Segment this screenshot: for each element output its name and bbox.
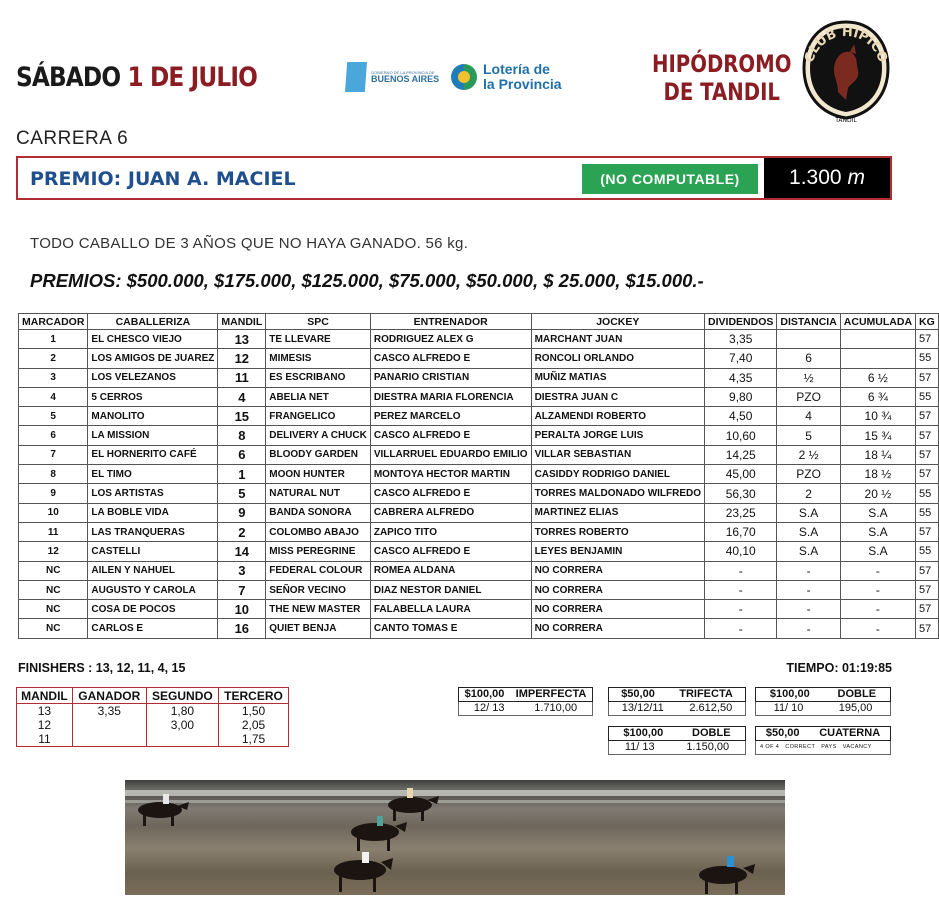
- cell-caballeriza: LAS TRANQUERAS: [88, 522, 218, 541]
- cell-kg: 57: [916, 619, 939, 638]
- cell-mandil: 6: [218, 445, 266, 464]
- payout-mandil: 12: [17, 718, 73, 732]
- venue-line1: HIPÓDROMO: [652, 50, 792, 78]
- table-row: [19, 580, 939, 599]
- cell-distancia: ½: [777, 368, 840, 387]
- bet-stake: $50,00: [621, 688, 655, 700]
- cell-jockey: MUÑIZ MATIAS: [531, 368, 704, 387]
- table-header-row: [19, 314, 939, 330]
- cell-caballeriza: LOS AMIGOS DE JUAREZ: [88, 349, 218, 368]
- cell-jockey: NO CORRERA: [531, 561, 704, 580]
- cell-spc: FRANGELICO: [266, 407, 371, 426]
- cell-kg: 57: [916, 522, 939, 541]
- cell-mandil: 4: [218, 387, 266, 406]
- bet-stake: $100,00: [769, 688, 810, 700]
- payout-mandil: 11: [17, 732, 73, 747]
- results-table-body: [19, 330, 939, 639]
- cell-marcador: 2: [19, 349, 88, 368]
- th-segundo: SEGUNDO: [146, 688, 218, 704]
- distance-value: 1.300: [789, 166, 842, 189]
- bet-stake: $50,00: [765, 727, 800, 739]
- cell-acumulada: -: [840, 619, 915, 638]
- cell-dividendos: 23,25: [705, 503, 777, 522]
- cell-dividendos: 3,35: [705, 330, 777, 349]
- cell-marcador: 5: [19, 407, 88, 426]
- th-kg: KG: [916, 314, 939, 330]
- province-map-icon: [345, 62, 367, 92]
- cell-marcador: 12: [19, 542, 88, 561]
- distance-unit: m: [847, 166, 865, 189]
- race-day: SÁBADO: [16, 62, 121, 93]
- cell-acumulada: 6 ¾: [840, 387, 915, 406]
- table-row: [19, 522, 939, 541]
- cell-entrenador: VILLARRUEL EDUARDO EMILIO: [370, 445, 531, 464]
- th-distancia: DISTANCIA: [777, 314, 840, 330]
- th-jockey: JOCKEY: [531, 314, 704, 330]
- cell-distancia: 2 ½: [777, 445, 840, 464]
- bet-name: CUATERNA: [819, 727, 881, 739]
- photo-finish-image: [125, 780, 785, 895]
- th-caballeriza: CABALLERIZA: [88, 314, 218, 330]
- payout-ganador: [72, 732, 146, 747]
- payout-row: [17, 732, 289, 747]
- cell-distancia: 5: [777, 426, 840, 445]
- cell-mandil: 14: [218, 542, 266, 561]
- payout-tercero: 1,75: [219, 732, 289, 747]
- bet-doble-2: [608, 726, 746, 755]
- table-row: [19, 368, 939, 387]
- table-row: [19, 407, 939, 426]
- cell-jockey: VILLAR SEBASTIAN: [531, 445, 704, 464]
- cell-marcador: 9: [19, 484, 88, 503]
- payout-tercero: 2,05: [219, 718, 289, 732]
- payout-ganador: [72, 718, 146, 732]
- cell-jockey: DIESTRA JUAN C: [531, 387, 704, 406]
- results-table: [18, 313, 939, 639]
- cell-entrenador: MONTOYA HECTOR MARTIN: [370, 465, 531, 484]
- cell-jockey: LEYES BENJAMIN: [531, 542, 704, 561]
- no-computable-badge: (NO COMPUTABLE): [582, 164, 758, 194]
- table-row: [19, 484, 939, 503]
- bet-stake: $100,00: [464, 688, 505, 700]
- race-date: [16, 62, 257, 93]
- cell-dividendos: -: [705, 619, 777, 638]
- cell-marcador: 4: [19, 387, 88, 406]
- cell-spc: BLOODY GARDEN: [266, 445, 371, 464]
- cell-mandil: 7: [218, 580, 266, 599]
- cell-caballeriza: LOS VELEZANOS: [88, 368, 218, 387]
- table-row: [19, 445, 939, 464]
- cell-dividendos: 16,70: [705, 522, 777, 541]
- cell-mandil: 16: [218, 619, 266, 638]
- cell-kg: 55: [916, 349, 939, 368]
- cell-entrenador: CASCO ALFREDO E: [370, 484, 531, 503]
- cell-spc: MISS PEREGRINE: [266, 542, 371, 561]
- cell-dividendos: 9,80: [705, 387, 777, 406]
- cell-entrenador: FALABELLA LAURA: [370, 600, 531, 619]
- cell-kg: 57: [916, 445, 939, 464]
- venue-line2: DE TANDIL: [663, 78, 780, 106]
- cell-marcador: 1: [19, 330, 88, 349]
- venue-title: [652, 50, 791, 106]
- cell-spc: DELIVERY A CHUCK: [266, 426, 371, 445]
- cell-marcador: 3: [19, 368, 88, 387]
- table-row: [19, 561, 939, 580]
- cell-dividendos: 4,50: [705, 407, 777, 426]
- cell-jockey: NO CORRERA: [531, 580, 704, 599]
- cell-marcador: 11: [19, 522, 88, 541]
- cell-kg: 57: [916, 330, 939, 349]
- cell-mandil: 1: [218, 465, 266, 484]
- cell-marcador: 6: [19, 426, 88, 445]
- cell-entrenador: CANTO TOMAS E: [370, 619, 531, 638]
- cell-jockey: CASIDDY RODRIGO DANIEL: [531, 465, 704, 484]
- cell-entrenador: CABRERA ALFREDO: [370, 503, 531, 522]
- cell-dividendos: -: [705, 580, 777, 599]
- bet-combo: 12/ 13: [473, 702, 505, 714]
- cell-kg: 57: [916, 600, 939, 619]
- cell-dividendos: -: [705, 561, 777, 580]
- cell-distancia: S.A: [777, 542, 840, 561]
- gov-logo-small: GOBIERNO DE LA PROVINCIA DE: [371, 69, 435, 75]
- cell-caballeriza: LOS ARTISTAS: [88, 484, 218, 503]
- cell-mandil: 10: [218, 600, 266, 619]
- badge-bottom-text: TANDIL: [835, 117, 857, 124]
- cuaterna-note-4: VACANCY: [842, 744, 872, 750]
- th-entrenador: ENTRENADOR: [370, 314, 531, 330]
- race-conditions: TODO CABALLO DE 3 AÑOS QUE NO HAYA GANADO. 56 kg.: [30, 235, 469, 252]
- payout-segundo: 3,00: [146, 718, 218, 732]
- table-row: [19, 465, 939, 484]
- premios-line: PREMIOS: $500.000, $175.000, $125.000, $75.000, $50.000, $ 25.000, $15.000.-: [30, 270, 704, 291]
- cell-acumulada: 10 ¾: [840, 407, 915, 426]
- cell-marcador: 10: [19, 503, 88, 522]
- cell-dividendos: 7,40: [705, 349, 777, 368]
- cell-jockey: ALZAMENDI ROBERTO: [531, 407, 704, 426]
- cell-kg: 55: [916, 503, 939, 522]
- cell-acumulada: 15 ¾: [840, 426, 915, 445]
- cell-dividendos: 14,25: [705, 445, 777, 464]
- cuaterna-note-3: PAYS: [821, 744, 837, 750]
- table-row: [19, 349, 939, 368]
- payout-header-row: [17, 688, 289, 704]
- cell-kg: 57: [916, 407, 939, 426]
- cell-caballeriza: LA BOBLE VIDA: [88, 503, 218, 522]
- th-spc: SPC: [266, 314, 371, 330]
- cell-mandil: 12: [218, 349, 266, 368]
- cell-caballeriza: EL TIMO: [88, 465, 218, 484]
- cell-spc: BANDA SONORA: [266, 503, 371, 522]
- cell-entrenador: CASCO ALFREDO E: [370, 426, 531, 445]
- bet-combo: 11/ 10: [773, 702, 804, 714]
- premio-name: PREMIO: JUAN A. MACIEL: [30, 168, 296, 190]
- bet-payout: 195,00: [838, 702, 873, 714]
- bet-cuaterna: [755, 726, 891, 755]
- cell-distancia: 6: [777, 349, 840, 368]
- cell-caballeriza: LA MISSION: [88, 426, 218, 445]
- cell-caballeriza: CARLOS E: [88, 619, 218, 638]
- loteria-emblem-icon: [451, 64, 477, 90]
- payout-segundo: [146, 732, 218, 747]
- th-acumulada: ACUMULADA: [840, 314, 915, 330]
- cuaterna-note-2: CORRECT: [785, 744, 816, 750]
- cell-distancia: 2: [777, 484, 840, 503]
- cell-mandil: 15: [218, 407, 266, 426]
- distance-box: [764, 158, 890, 198]
- payout-table-body: [17, 704, 289, 747]
- cell-acumulada: -: [840, 580, 915, 599]
- th-marcador: MARCADOR: [19, 314, 88, 330]
- payout-row: [17, 718, 289, 732]
- cell-spc: MOON HUNTER: [266, 465, 371, 484]
- cell-mandil: 9: [218, 503, 266, 522]
- cell-kg: 57: [916, 580, 939, 599]
- bet-doble-1: [755, 687, 891, 716]
- bet-imperfecta: [458, 687, 593, 716]
- cell-caballeriza: CASTELLI: [88, 542, 218, 561]
- cell-mandil: 3: [218, 561, 266, 580]
- payout-row: [17, 704, 289, 719]
- loteria-logo: [451, 62, 562, 91]
- bet-name: DOBLE: [692, 727, 731, 739]
- premio-bar: [16, 156, 892, 200]
- table-row: [19, 387, 939, 406]
- cell-marcador: 7: [19, 445, 88, 464]
- cell-caballeriza: COSA DE POCOS: [88, 600, 218, 619]
- cell-jockey: MARCHANT JUAN: [531, 330, 704, 349]
- cell-distancia: S.A: [777, 522, 840, 541]
- cell-dividendos: 56,30: [705, 484, 777, 503]
- cell-caballeriza: 5 CERROS: [88, 387, 218, 406]
- cell-kg: 57: [916, 426, 939, 445]
- cell-entrenador: PANARIO CRISTIAN: [370, 368, 531, 387]
- payout-table: [16, 687, 289, 747]
- table-row: [19, 330, 939, 349]
- finishers-line: FINISHERS : 13, 12, 11, 4, 15: [18, 661, 186, 675]
- race-time: TIEMPO: 01:19:85: [786, 661, 892, 675]
- cell-acumulada: -: [840, 561, 915, 580]
- cell-distancia: -: [777, 619, 840, 638]
- cell-acumulada: [840, 349, 915, 368]
- cell-distancia: PZO: [777, 387, 840, 406]
- cell-kg: 55: [916, 484, 939, 503]
- cell-caballeriza: AILEN Y NAHUEL: [88, 561, 218, 580]
- th-mandil: MANDIL: [218, 314, 266, 330]
- cell-caballeriza: AUGUSTO Y CAROLA: [88, 580, 218, 599]
- photo-finish-horses-icon: [125, 780, 785, 895]
- cell-jockey: MARTINEZ ELIAS: [531, 503, 704, 522]
- buenos-aires-logo: [345, 62, 439, 92]
- cell-acumulada: [840, 330, 915, 349]
- table-row: [19, 619, 939, 638]
- bet-payout: 1.150,00: [686, 741, 730, 753]
- table-row: [19, 426, 939, 445]
- cell-entrenador: PEREZ MARCELO: [370, 407, 531, 426]
- cell-acumulada: 6 ½: [840, 368, 915, 387]
- cell-kg: 57: [916, 561, 939, 580]
- bet-stake: $100,00: [623, 727, 664, 739]
- cell-distancia: [777, 330, 840, 349]
- loteria-line1: Lotería de: [483, 61, 550, 77]
- cell-spc: NATURAL NUT: [266, 484, 371, 503]
- cell-kg: 55: [916, 542, 939, 561]
- bet-name: IMPERFECTA: [515, 688, 587, 700]
- cell-spc: ES ESCRIBANO: [266, 368, 371, 387]
- table-row: [19, 503, 939, 522]
- cell-marcador: NC: [19, 619, 88, 638]
- cell-dividendos: 40,10: [705, 542, 777, 561]
- cell-mandil: 2: [218, 522, 266, 541]
- race-date-text: 1 DE JULIO: [127, 62, 257, 93]
- gov-logo-big: BUENOS AIRES: [371, 73, 440, 84]
- bet-payout: 1.710,00: [534, 702, 578, 714]
- cell-entrenador: DIESTRA MARIA FLORENCIA: [370, 387, 531, 406]
- cell-acumulada: 18 ½: [840, 465, 915, 484]
- payout-tercero: 1,50: [219, 704, 289, 719]
- cell-entrenador: ROMEA ALDANA: [370, 561, 531, 580]
- cell-entrenador: CASCO ALFREDO E: [370, 542, 531, 561]
- cell-spc: FEDERAL COLOUR: [266, 561, 371, 580]
- badge-top-text: CLUB HIPICO: [801, 24, 891, 65]
- cell-spc: COLOMBO ABAJO: [266, 522, 371, 541]
- cell-entrenador: DIAZ NESTOR DANIEL: [370, 580, 531, 599]
- cell-acumulada: S.A: [840, 542, 915, 561]
- cell-acumulada: S.A: [840, 503, 915, 522]
- cell-mandil: 13: [218, 330, 266, 349]
- cell-jockey: NO CORRERA: [531, 619, 704, 638]
- cell-distancia: -: [777, 600, 840, 619]
- cell-mandil: 5: [218, 484, 266, 503]
- cell-jockey: PERALTA JORGE LUIS: [531, 426, 704, 445]
- cell-caballeriza: EL CHESCO VIEJO: [88, 330, 218, 349]
- cell-acumulada: 18 ¼: [840, 445, 915, 464]
- carrera-label: CARRERA 6: [16, 128, 129, 149]
- cell-caballeriza: EL HORNERITO CAFÉ: [88, 445, 218, 464]
- cell-dividendos: -: [705, 600, 777, 619]
- cell-jockey: TORRES MALDONADO WILFREDO: [531, 484, 704, 503]
- bet-combo: 11/ 13: [624, 741, 655, 753]
- table-row: [19, 542, 939, 561]
- cell-jockey: TORRES ROBERTO: [531, 522, 704, 541]
- bet-combo: 13/12/11: [621, 702, 664, 714]
- cell-jockey: NO CORRERA: [531, 600, 704, 619]
- cell-kg: 57: [916, 465, 939, 484]
- cell-spc: THE NEW MASTER: [266, 600, 371, 619]
- club-hipico-badge-icon: [798, 18, 894, 126]
- payout-mandil: 13: [17, 704, 73, 719]
- cell-distancia: 4: [777, 407, 840, 426]
- bet-payout: 2.612,50: [689, 702, 733, 714]
- cell-spc: ABELIA NET: [266, 387, 371, 406]
- cuaterna-note-1: 4 OF 4: [760, 744, 780, 750]
- cell-acumulada: 20 ½: [840, 484, 915, 503]
- th-pay-mandil: MANDIL: [17, 688, 73, 704]
- cell-dividendos: 10,60: [705, 426, 777, 445]
- cell-spc: TE LLEVARE: [266, 330, 371, 349]
- cell-spc: SEÑOR VECINO: [266, 580, 371, 599]
- cell-acumulada: S.A: [840, 522, 915, 541]
- cell-entrenador: RODRIGUEZ ALEX G: [370, 330, 531, 349]
- payout-ganador: 3,35: [72, 704, 146, 719]
- cell-entrenador: CASCO ALFREDO E: [370, 349, 531, 368]
- bet-name: DOBLE: [837, 688, 877, 700]
- th-tercero: TERCERO: [219, 688, 289, 704]
- cell-marcador: NC: [19, 600, 88, 619]
- cell-mandil: 8: [218, 426, 266, 445]
- cell-marcador: NC: [19, 561, 88, 580]
- th-ganador: GANADOR: [72, 688, 146, 704]
- loteria-line2: la Provincia: [483, 75, 562, 92]
- cell-distancia: -: [777, 561, 840, 580]
- cell-distancia: -: [777, 580, 840, 599]
- cell-jockey: RONCOLI ORLANDO: [531, 349, 704, 368]
- cell-marcador: 8: [19, 465, 88, 484]
- cell-acumulada: -: [840, 600, 915, 619]
- cell-distancia: S.A: [777, 503, 840, 522]
- cell-kg: 55: [916, 387, 939, 406]
- cell-spc: MIMESIS: [266, 349, 371, 368]
- cell-caballeriza: MANOLITO: [88, 407, 218, 426]
- cell-dividendos: 4,35: [705, 368, 777, 387]
- cell-marcador: NC: [19, 580, 88, 599]
- cell-mandil: 11: [218, 368, 266, 387]
- th-dividendos: DIVIDENDOS: [705, 314, 777, 330]
- cell-distancia: PZO: [777, 465, 840, 484]
- bet-name: TRIFECTA: [679, 688, 733, 700]
- cell-kg: 57: [916, 368, 939, 387]
- payout-segundo: 1,80: [146, 704, 218, 719]
- cell-entrenador: ZAPICO TITO: [370, 522, 531, 541]
- cell-spc: QUIET BENJA: [266, 619, 371, 638]
- cell-dividendos: 45,00: [705, 465, 777, 484]
- bet-trifecta: [608, 687, 746, 716]
- table-row: [19, 600, 939, 619]
